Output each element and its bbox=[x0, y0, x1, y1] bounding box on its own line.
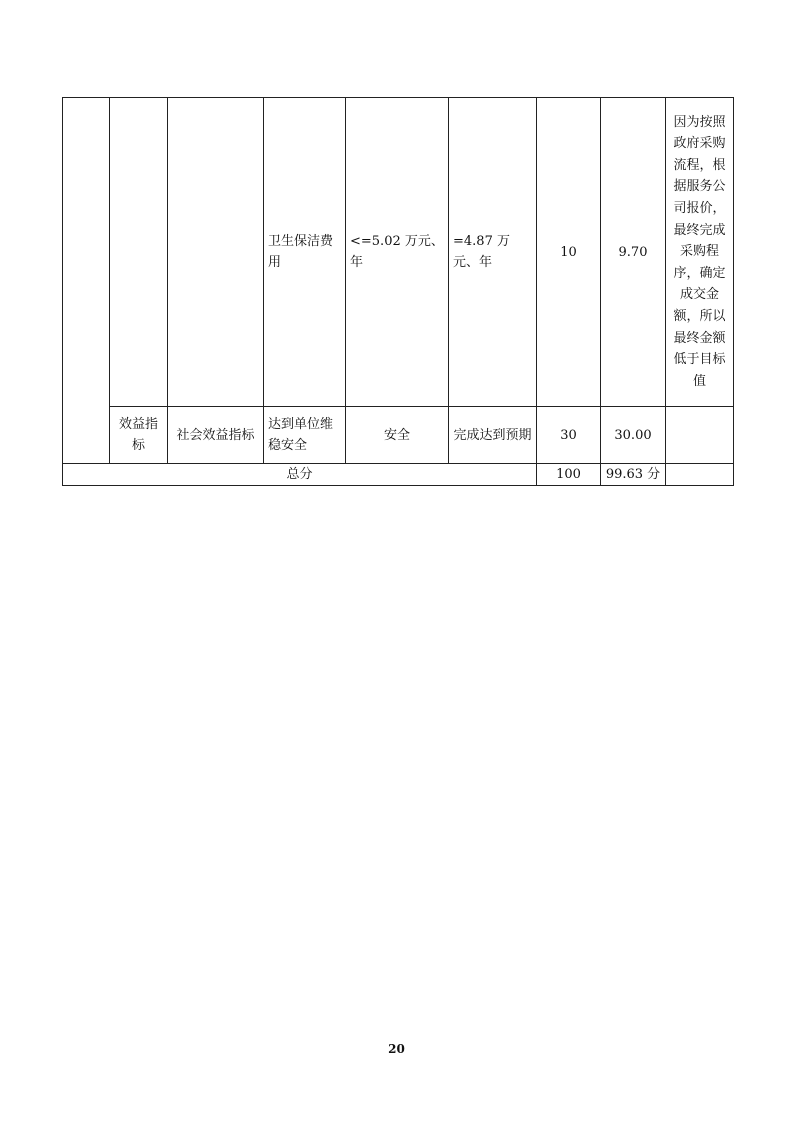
benefit-subcategory-cell: 社会效益指标 bbox=[168, 407, 264, 464]
weight-cell: 10 bbox=[537, 98, 601, 407]
second-level-indicator-cell bbox=[110, 98, 168, 407]
page-number: 20 bbox=[388, 1042, 405, 1056]
table-row-cleaning-cost bbox=[63, 98, 734, 407]
third-level-indicator-cell bbox=[168, 98, 264, 407]
table-row-social-benefit bbox=[63, 407, 734, 464]
target-value-cell: 安全 bbox=[346, 407, 449, 464]
score-cell: 9.70 bbox=[601, 98, 666, 407]
target-value-cell: <=5.02 万元、年 bbox=[346, 98, 449, 407]
indicator-name-cell: 卫生保洁费用 bbox=[264, 98, 346, 407]
first-level-indicator-cell bbox=[63, 98, 110, 464]
indicator-name-cell: 达到单位维稳安全 bbox=[264, 407, 346, 464]
actual-value-cell: =4.87 万元、年 bbox=[449, 98, 537, 407]
total-label-cell: 总分 bbox=[63, 464, 537, 486]
benefit-category-cell: 效益指标 bbox=[110, 407, 168, 464]
performance-evaluation-table bbox=[62, 97, 734, 486]
total-score-cell: 99.63 分 bbox=[601, 464, 666, 486]
score-cell: 30.00 bbox=[601, 407, 666, 464]
deviation-reason-cell: 因为按照政府采购流程，根据服务公司报价，最终完成采购程序，确定成交金额，所以最终金额低于目标值 bbox=[666, 98, 734, 407]
deviation-reason-cell bbox=[666, 407, 734, 464]
total-weight-cell: 100 bbox=[537, 464, 601, 486]
table-row-total bbox=[63, 464, 734, 486]
actual-value-cell: 完成达到预期 bbox=[449, 407, 537, 464]
total-reason-cell bbox=[666, 464, 734, 486]
weight-cell: 30 bbox=[537, 407, 601, 464]
